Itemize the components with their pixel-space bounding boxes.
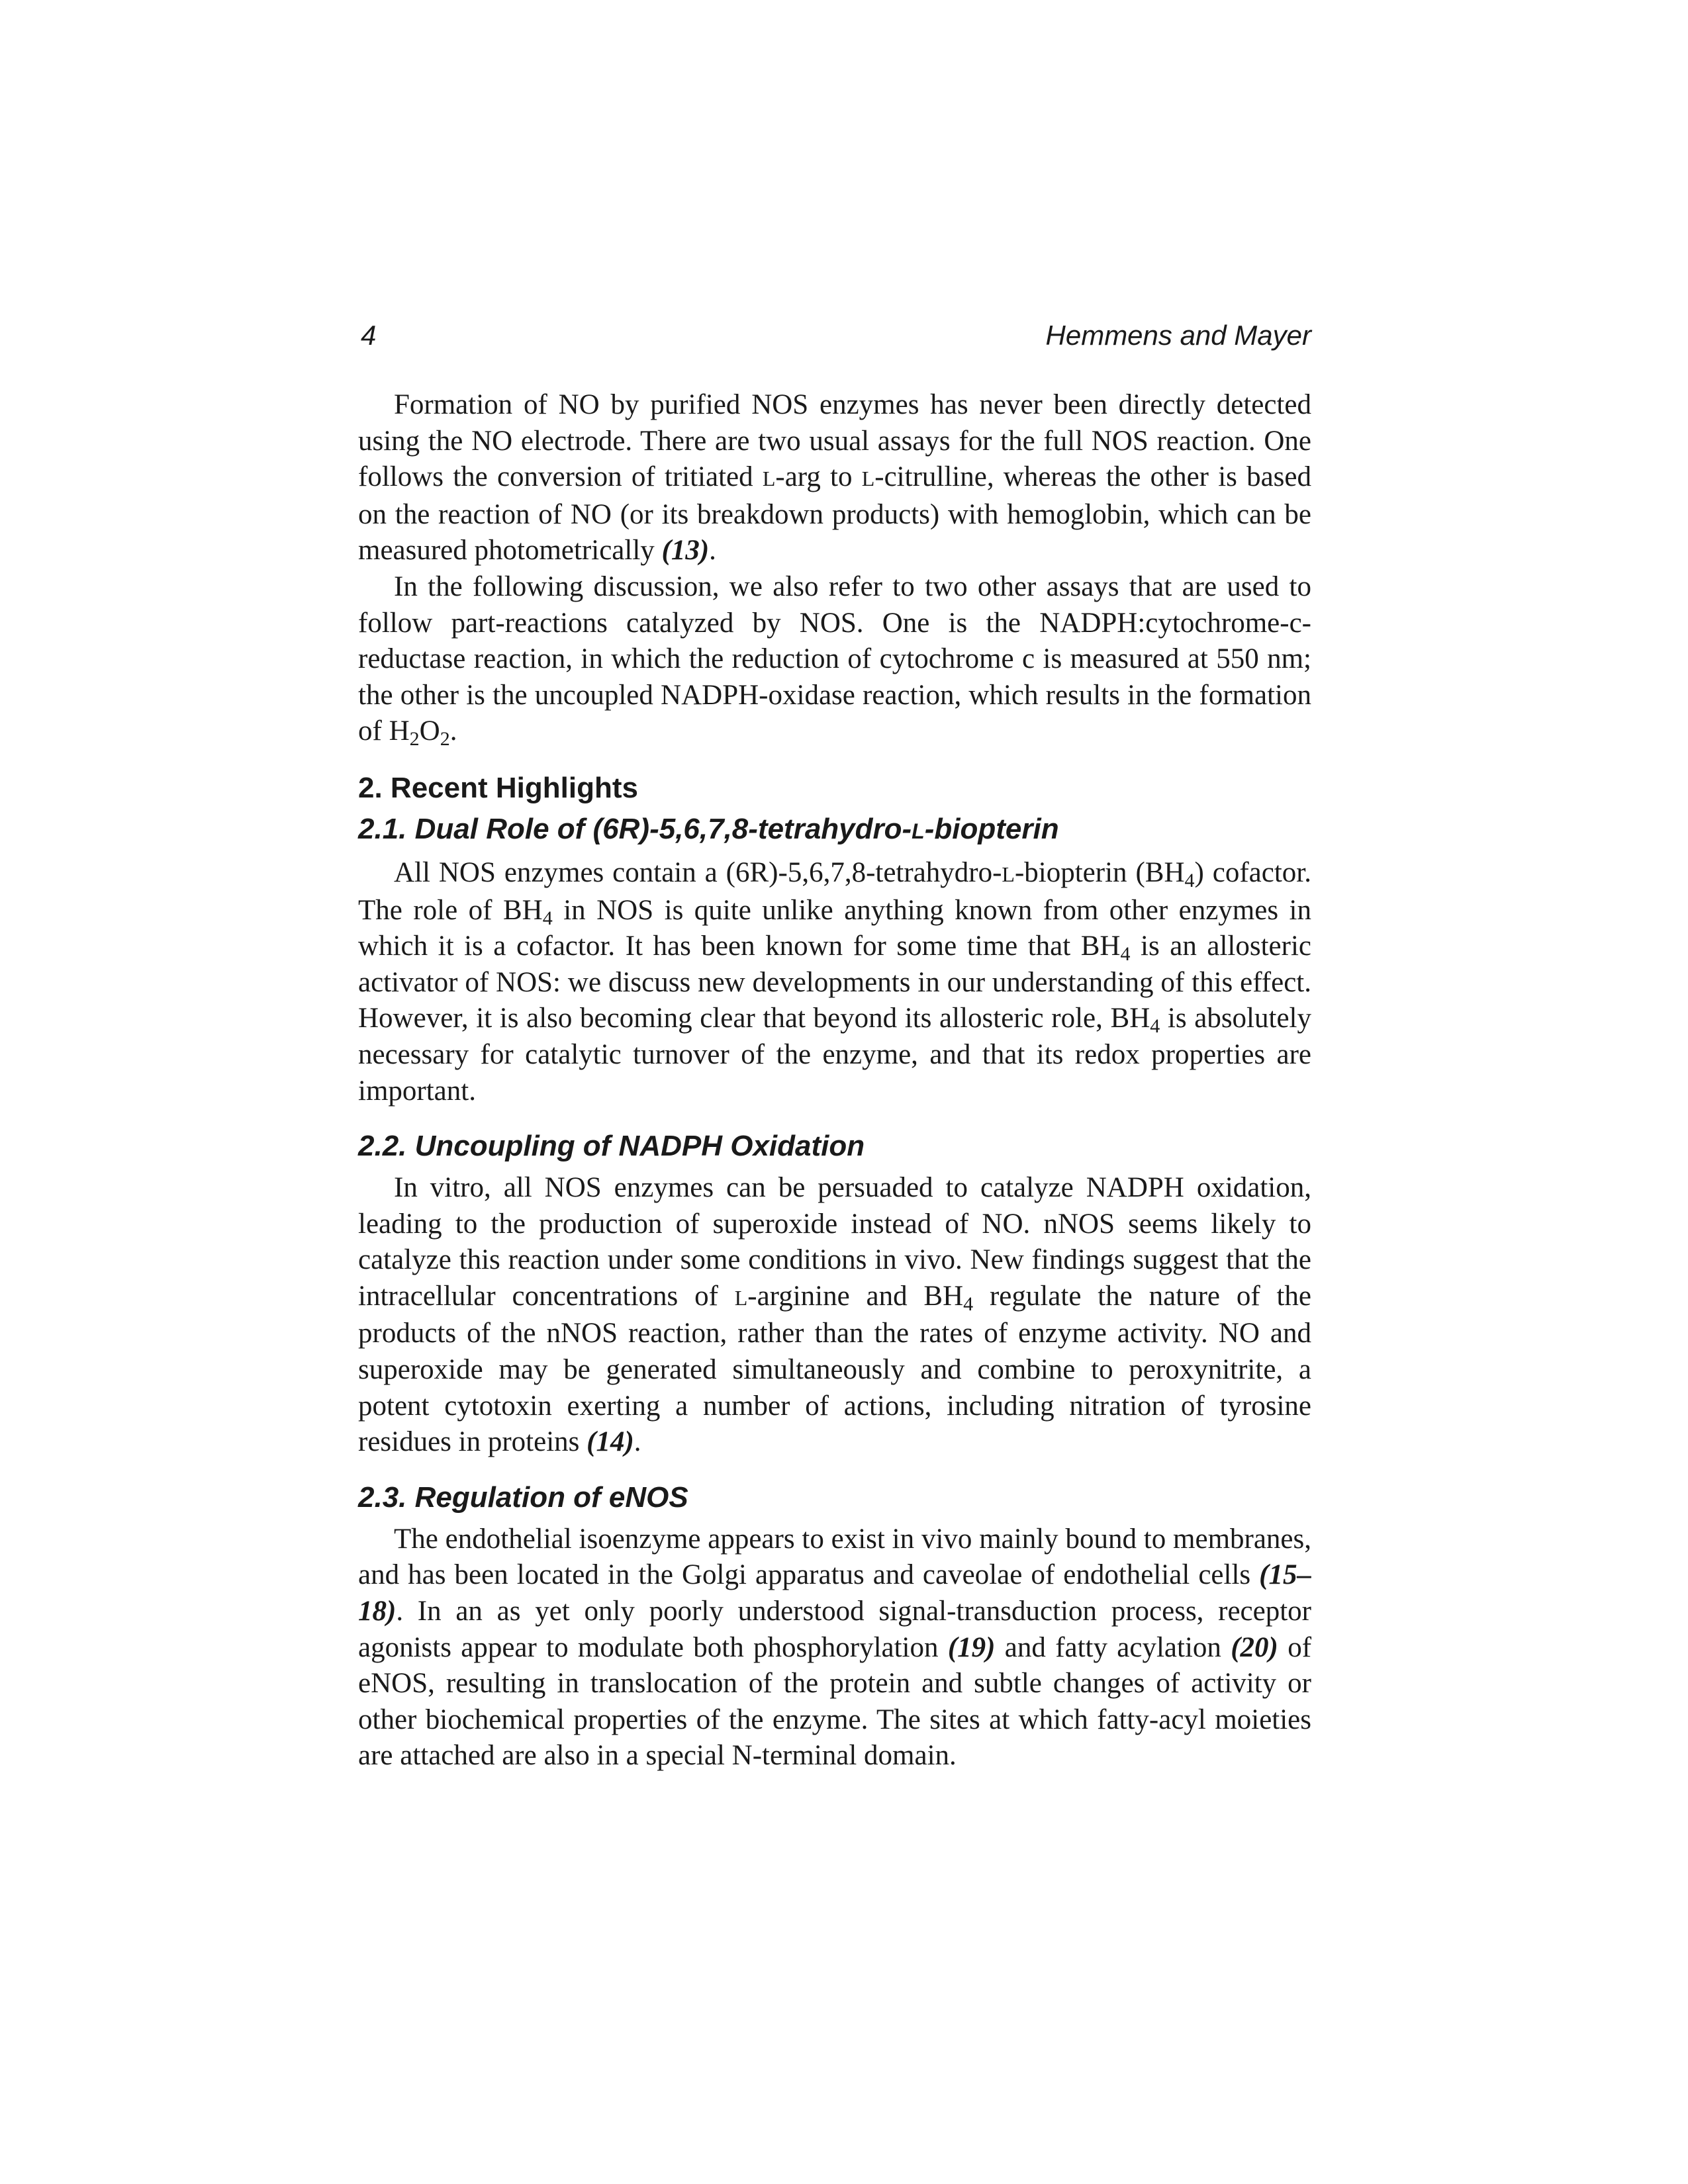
subsection-heading-2-3: 2.3. Regulation of eNOS	[358, 1480, 688, 1514]
page-number: 4	[361, 320, 377, 351]
citation: (15–18)	[358, 1559, 1311, 1627]
running-head-authors: Hemmens and Mayer	[1045, 320, 1311, 351]
paragraph-2-2: In vitro, all NOS enzymes can be persuaded to catalyze NADPH oxidation, leading to the production of superoxide instead of NO. nNOS seems likely to catalyze this reaction under some conditions in vivo. New findings suggest that the intracellular concentrations of L-arginine and $BH_4$ regulate the nature of the products of the nNOS reaction, rather than the rates of enzyme activity. NO and superoxide may be generated simultaneously and combine to peroxynitrite, a potent cytotoxin exerting a number of actions, including nitration of tyrosine residues in proteins (14).	[358, 1172, 1311, 1458]
citation: (20)	[1231, 1631, 1278, 1663]
page-body	[358, 387, 1311, 1774]
subsection-heading-2-2: 2.2. Uncoupling of NADPH Oxidation	[358, 1130, 865, 1163]
intro-paragraph-1: Formation of NO by purified NOS enzymes has never been directly detected using the NO electrode. There are two usual assays for the full NOS reaction. One follows the conversion of tritiated L-arg to L-citrulline, whereas the other is based on the reaction of NO (or its breakdown products) with hemoglobin, which can be measured photometrically (13).	[358, 389, 1311, 567]
citation: (14)	[586, 1426, 634, 1458]
paragraph-2-1: All NOS enzymes contain a (6R)-5,6,7,8-tetrahydro-L-biopterin $(BH_4)$ cofactor. The role of $BH_4$ in NOS is quite unlike anything known from other enzymes in which it is a cofactor. It has been known for some time that $BH_4$ is an allosteric activator of NOS: we discuss new developments in our understanding of this effect. However, it is also becoming clear that beyond its allosteric role, $BH_4$ is absolutely necessary for catalytic turnover of the enzyme, and that its redox properties are important.	[358, 856, 1311, 1107]
running-header	[358, 316, 1311, 355]
citation: (19)	[947, 1631, 996, 1663]
citation: (13)	[661, 535, 710, 567]
paragraph-2-3: The endothelial isoenzyme appears to exist in vivo mainly bound to membranes, and has been located in the Golgi apparatus and caveolae of endothelial cells (15–18). In an as yet only poorly understood signal-transduction process, receptor agonists appear to modulate both phosphorylation (19) and fatty acylation (20) of eNOS, resulting in translocation of the protein and subtle changes of activity or other biochemical properties of the enzyme. The sites at which fatty-acyl moieties are attached are also in a special N-terminal domain.	[358, 1523, 1312, 1772]
subsection-heading-2-1: 2.1. Dual Role of (6R)-5,6,7,8-tetrahydro-L-biopterin	[358, 812, 1059, 845]
section-heading-recent-highlights: 2. Recent Highlights	[358, 771, 638, 804]
intro-paragraph-2: In the following discussion, we also refer to two other assays that are used to follow part-reactions catalyzed by NOS. One is the NADPH:cytochrome-c-reductase reaction, in which the reduction of cytochrome c is measured at 550 nm; the other is the uncoupled NADPH-oxidase reaction, which results in the formation of $H_2O_2$.	[358, 570, 1311, 751]
